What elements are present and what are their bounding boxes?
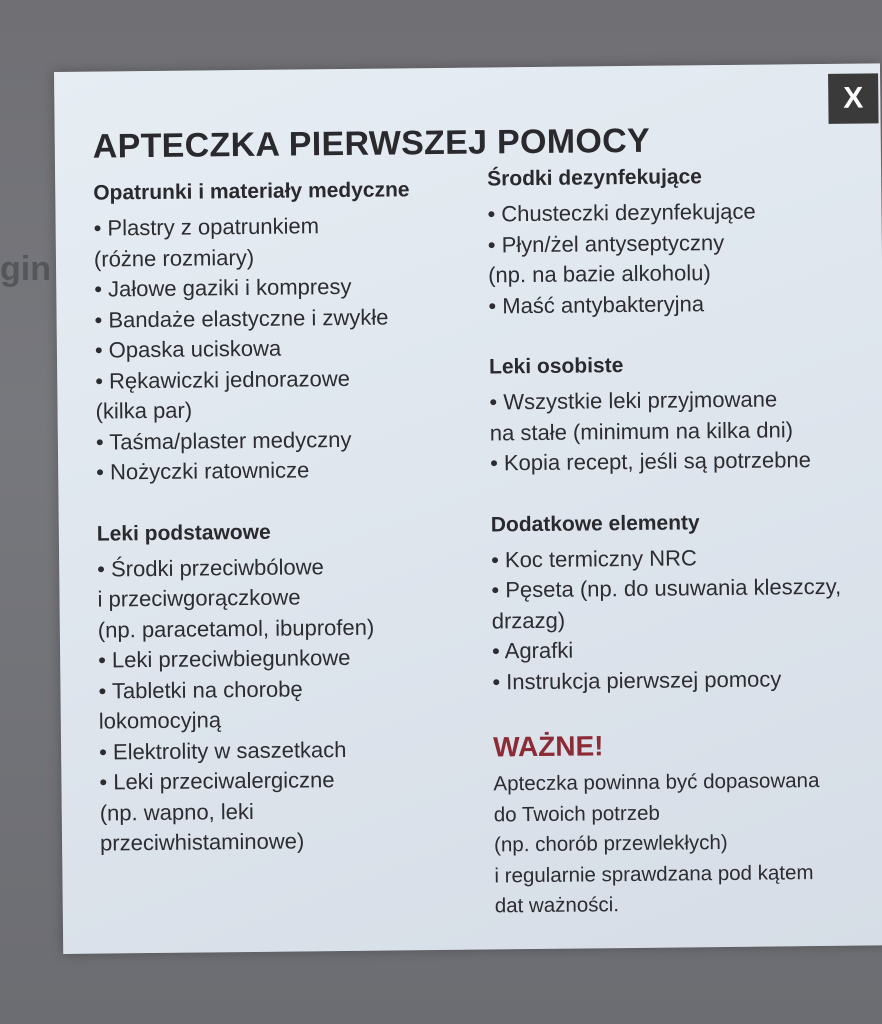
list-item: (np. na bazie alkoholu)	[488, 260, 711, 288]
section-heading: Środki dezynfekujące	[487, 165, 703, 191]
important-line: dat ważności.	[494, 893, 620, 918]
list-item: (kilka par)	[95, 397, 193, 424]
list-item: • Nożyczki ratownicze	[96, 457, 310, 485]
list-item: i przeciwgorączkowe	[97, 584, 301, 612]
list-item: • Rękawiczki jednorazowe	[95, 365, 351, 394]
list-item: lokomocyjną	[98, 707, 222, 734]
list-item: (np. wapno, leki	[99, 798, 254, 826]
list-item: • Kopia recept, jeśli są potrzebne	[489, 447, 812, 476]
list-item: • Wszystkie leki przyjmowane	[489, 386, 778, 415]
section-important	[493, 727, 882, 922]
list-item: (różne rozmiary)	[93, 244, 255, 272]
list-item: przeciwhistaminowe)	[99, 828, 305, 856]
list-item: • Jałowe gaziki i kompresy	[94, 273, 352, 302]
list-item: • Plastry z opatrunkiem	[93, 213, 320, 241]
list-item: • Taśma/plaster medyczny	[95, 426, 352, 455]
list-item: • Elektrolity w saszetkach	[98, 736, 347, 765]
section-disinfectants	[487, 163, 879, 321]
list-item: • Leki przeciwalergiczne	[99, 767, 335, 795]
list-item: • Opaska uciskowa	[94, 335, 282, 363]
right-column	[487, 163, 882, 956]
section-heading: Dodatkowe elementy	[490, 510, 700, 536]
section-additional-items	[491, 509, 882, 698]
list-item: • Tabletki na chorobę	[98, 675, 303, 704]
left-column	[93, 177, 500, 893]
section-personal-medicines	[489, 351, 880, 479]
list-item: • Bandaże elastyczne i zwykłe	[94, 304, 389, 333]
list-item: • Pęseta (np. do usuwania kleszczy,	[491, 573, 842, 603]
section-heading: Opatrunki i materiały medyczne	[93, 178, 410, 205]
list-item: • Chusteczki dezynfekujące	[487, 198, 756, 227]
modal-title: APTECZKA PIERWSZEJ POMOCY	[92, 121, 651, 166]
section-heading: Leki podstawowe	[96, 520, 271, 546]
list-item: drzazg)	[491, 607, 566, 633]
list-item: • Maść antybakteryjna	[488, 290, 705, 318]
important-line: i regularnie sprawdzana pod kątem	[494, 860, 814, 887]
list-item: • Leki przeciwbiegunkowe	[98, 644, 351, 673]
list-item: • Instrukcja pierwszej pomocy	[492, 665, 782, 694]
first-aid-kit-modal	[54, 63, 882, 954]
list-item: (np. paracetamol, ibuprofen)	[97, 614, 375, 643]
section-heading: Leki osobiste	[488, 354, 624, 379]
important-line: do Twoich potrzeb	[493, 801, 660, 826]
section-basic-medicines	[97, 518, 501, 859]
list-item: na stałe (minimum na kilka dni)	[489, 416, 794, 445]
list-item: • Środki przeciwbólowe	[97, 553, 324, 582]
close-icon: X	[843, 81, 864, 115]
list-item: • Płyn/żel antyseptyczny	[487, 229, 725, 257]
background-text-fragment: gin	[0, 250, 51, 288]
close-button[interactable]	[828, 73, 879, 124]
list-item: • Koc termiczny NRC	[490, 544, 697, 572]
important-heading: WAŻNE!	[492, 730, 604, 763]
important-line: Apteczka powinna być dopasowana	[493, 769, 820, 796]
list-item: • Agrafki	[491, 637, 574, 664]
section-dressings	[93, 177, 496, 488]
important-line: (np. chorób przewlekłych)	[493, 830, 728, 857]
